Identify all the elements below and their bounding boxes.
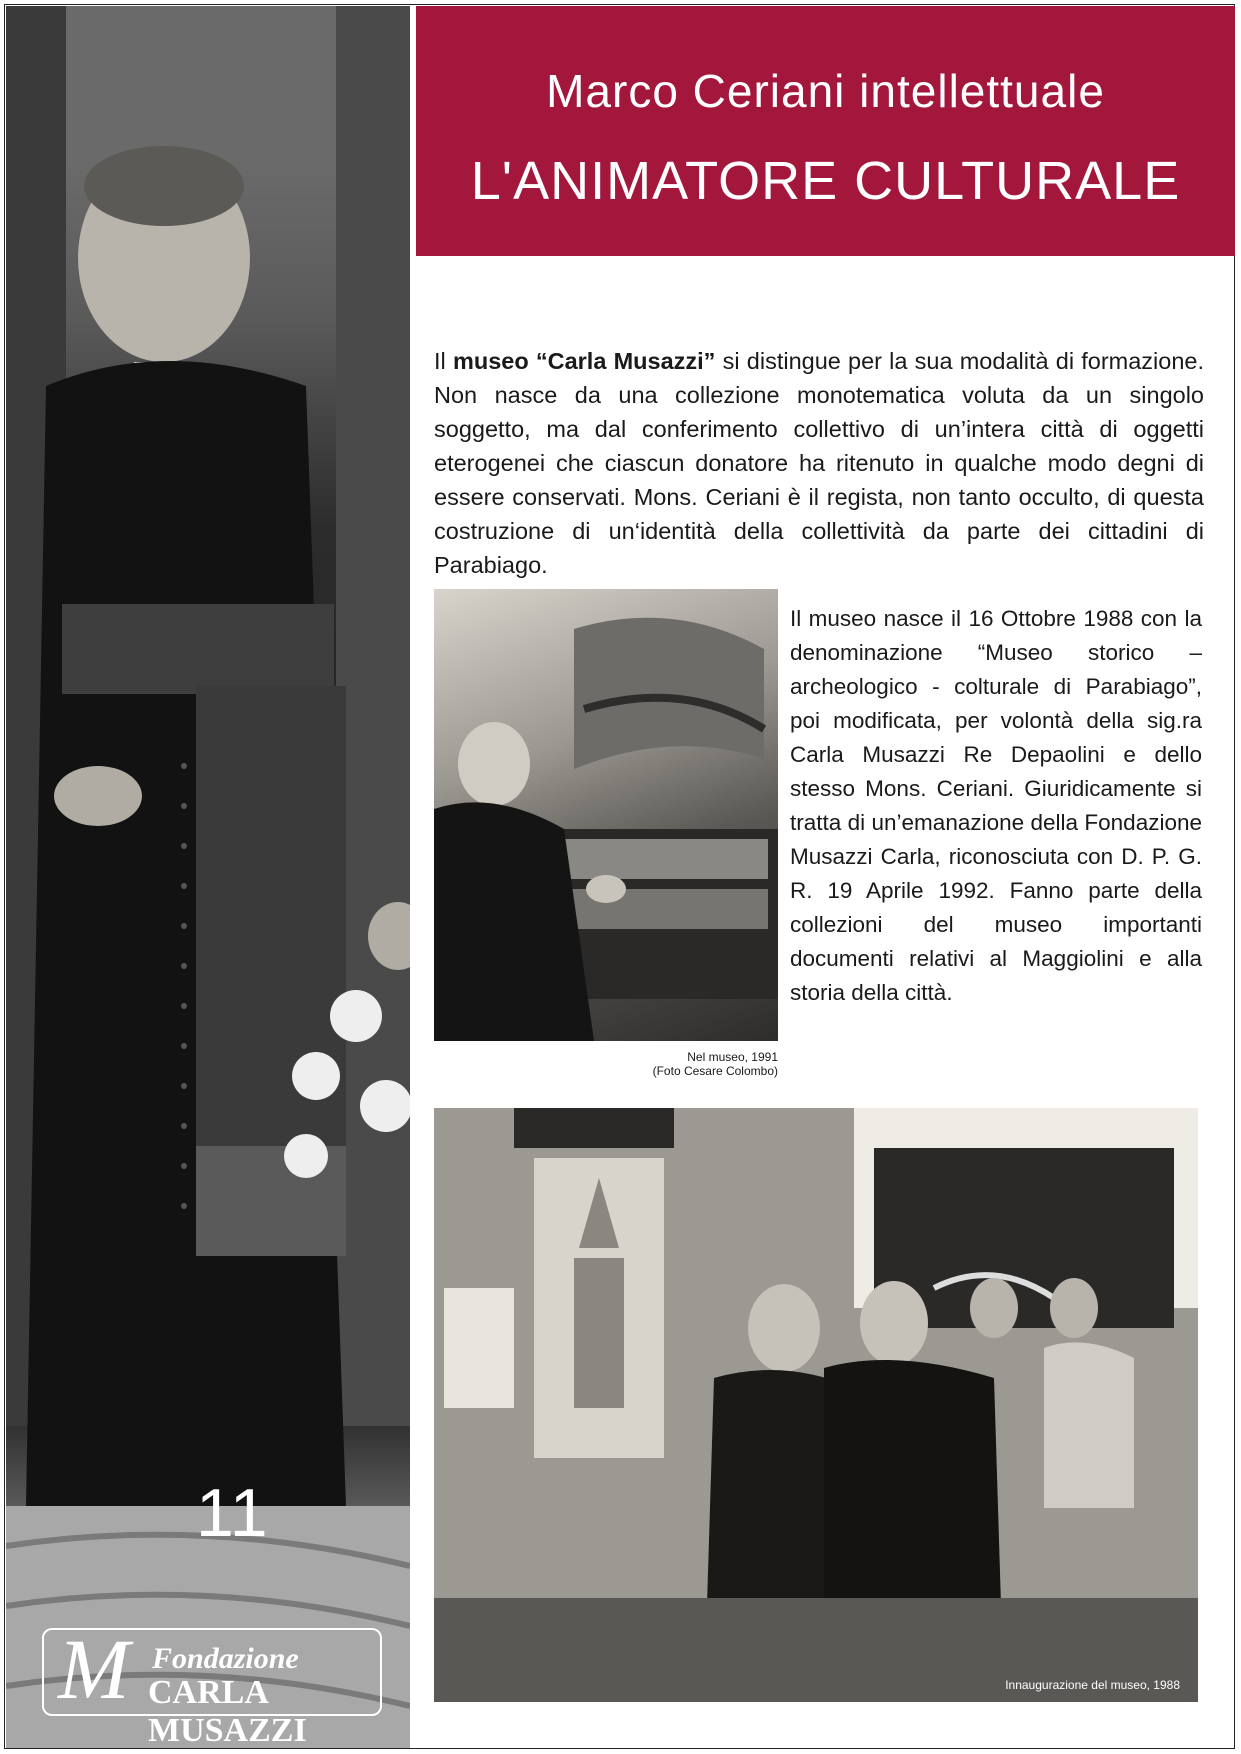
foundation-logo <box>42 1621 382 1748</box>
museum-photo-1991 <box>434 589 778 1041</box>
intro-museum-name: museo “Carla Musazzi” <box>452 348 716 374</box>
page-subtitle: Marco Ceriani intellettuale <box>546 65 1105 117</box>
page-title: L'ANIMATORE CULTURALE <box>470 151 1181 211</box>
logo-line1: Fondazione <box>152 1642 299 1675</box>
title-band <box>416 6 1235 256</box>
portrait-photo <box>6 6 410 1748</box>
photo-1991-caption-line1: Nel museo, 1991 <box>687 1050 778 1064</box>
intro-text: si distingue per la sua modalità di formazione. Non nasce da una collezione monotematica voluta da un singolo soggetto, ma dal conferimento collettivo di un’intera città di oggetti eterogenei che ciascun donatore ha ritenuto in qualche modo degni di essere conservati. Mons. Ceriani è il regista, non tanto occulto, di questa costruzione di un‘identità della collettività da parte dei cittadini di Parabiago. <box>434 348 1204 578</box>
logo-line2: CARLA MUSAZZI <box>148 1674 307 1748</box>
photo-1991-caption <box>434 1050 778 1078</box>
page-number: 11 <box>196 1475 269 1551</box>
intro-pre: Il <box>434 348 453 374</box>
intro-paragraph <box>434 344 1204 582</box>
museum-inauguration-photo <box>434 1108 1198 1702</box>
photo-1991-caption-line2: (Foto Cesare Colombo) <box>652 1064 778 1078</box>
inauguration-photo-illustration <box>434 1108 1198 1702</box>
logo-initial: M <box>58 1621 130 1717</box>
inauguration-caption: Innaugurazione del museo, 1988 <box>1005 1678 1180 1692</box>
museum-photo-1991-illustration <box>434 589 778 1041</box>
museum-history-paragraph: Il museo nasce il 16 Ottobre 1988 con la denominazione “Museo storico – archeologico - colturale di Parabiago”, poi modificata, per volontà della sig.ra Carla Musazzi Re Depaolini e dello stesso Mons. Ceriani. Giuridicamente si tratta di un’emanazione della Fondazione Musazzi Carla, riconosciuta con D. P. G. R. 19 Aprile 1992. Fanno parte della collezioni del museo importanti documenti relativi al Maggiolini e alla storia della città. <box>790 606 1202 1005</box>
